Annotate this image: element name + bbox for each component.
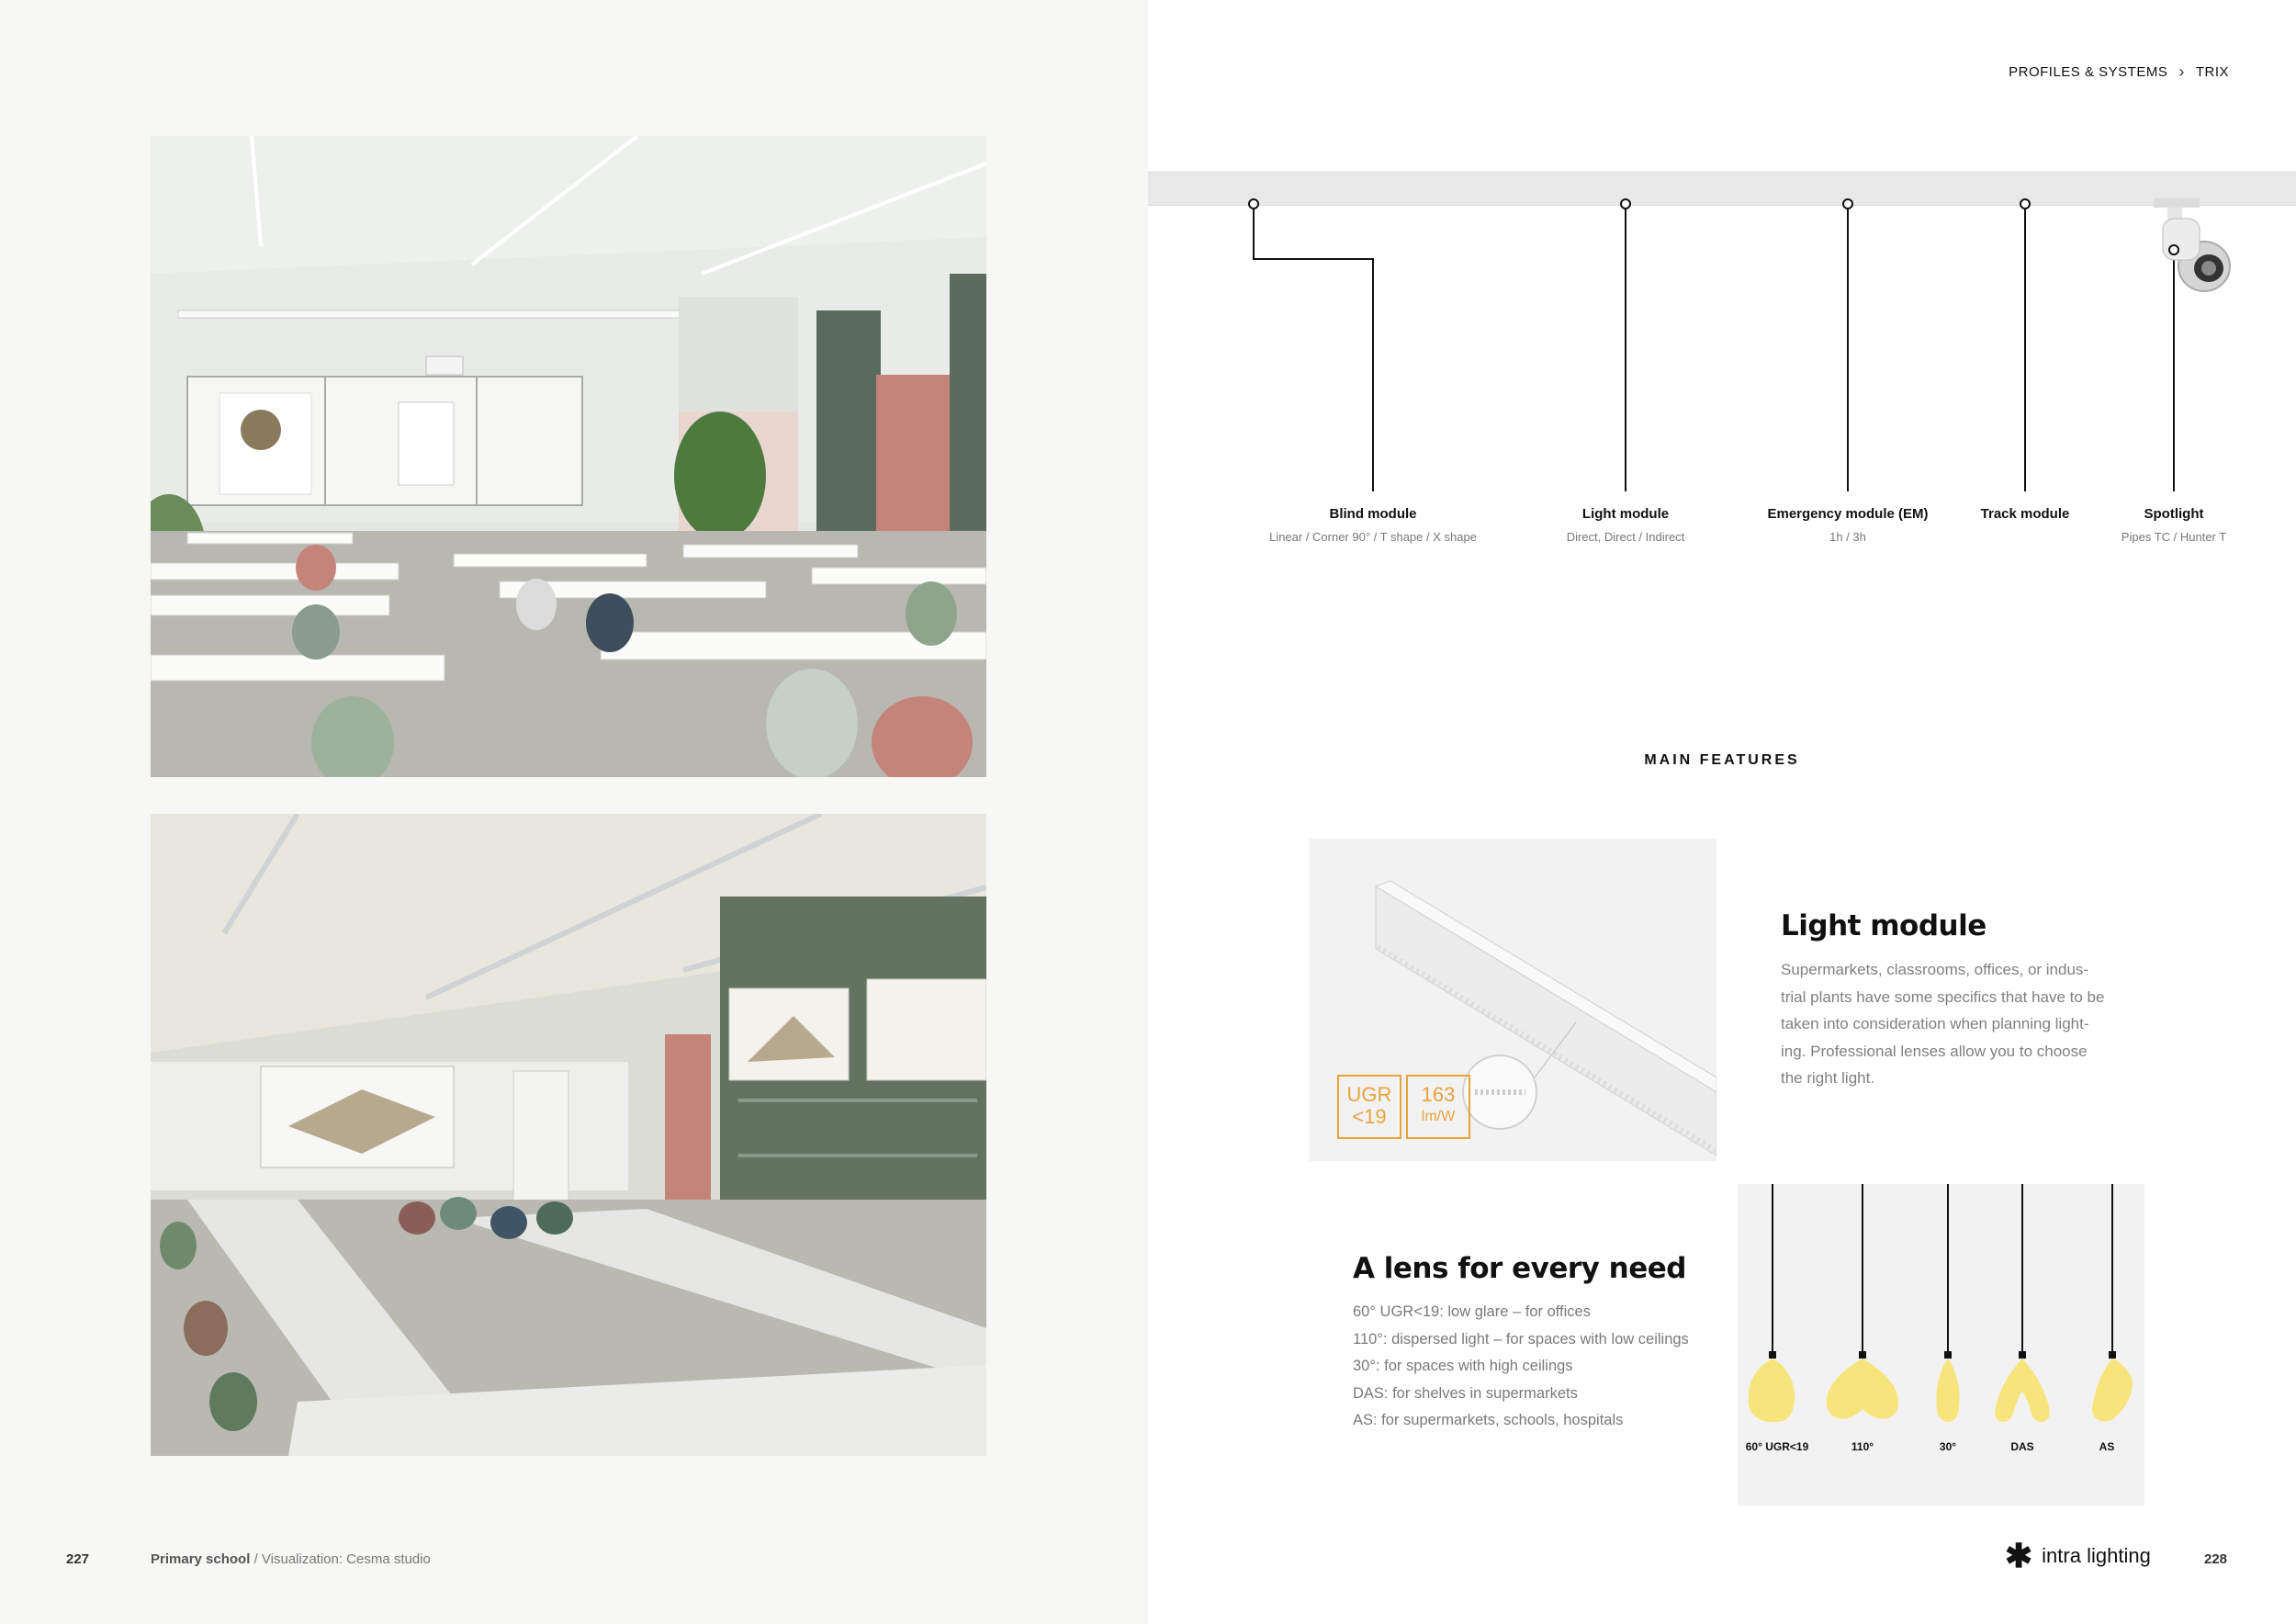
left-footer-caption (151, 1551, 431, 1567)
lens-pendants-illustration (1738, 1184, 2144, 1506)
lens-as-shape (2092, 1359, 2133, 1421)
light-module-title: Light module (1781, 909, 1986, 942)
main-features-heading: MAIN FEATURES (1644, 752, 1800, 768)
callout-line-blind (1254, 204, 1373, 491)
intra-lighting-logo[interactable] (2005, 1537, 2151, 1574)
light-module-body-line: ing. Professional lenses allow you to choose (1781, 1042, 2088, 1060)
ugr-badge-top: UGR (1346, 1083, 1392, 1106)
module-sub-spotlight: Pipes TC / Hunter T (2121, 530, 2227, 544)
lens-item: 60° UGR<19: low glare – for offices (1353, 1303, 1591, 1320)
module-label-blind: Blind module (1329, 506, 1417, 522)
breadcrumb-section[interactable]: PROFILES & SYSTEMS (2009, 64, 2168, 80)
efficacy-badge-top: 163 (1421, 1083, 1456, 1106)
asterisk-logo-icon: ✱ (2005, 1537, 2033, 1574)
module-label-light: Light module (1581, 506, 1670, 522)
caption-separator: / (253, 1551, 262, 1567)
lens-list (1353, 1299, 1689, 1435)
lens-label-60-ugr: 60° UGR<19 (1745, 1440, 1809, 1453)
module-label-spotlight: Spotlight (2144, 506, 2204, 522)
lens-item: DAS: for shelves in supermarkets (1353, 1384, 1578, 1402)
classroom-photo-top (151, 136, 986, 777)
chevron-right-icon: › (2178, 62, 2185, 81)
lens-label-110: 110° (1851, 1440, 1874, 1453)
lens-60-ugr-shape (1749, 1359, 1795, 1422)
lens-title: A lens for every need (1353, 1252, 1686, 1285)
lens-110-shape (1827, 1359, 1898, 1419)
breadcrumb (2009, 62, 2229, 82)
module-label-track: Track module (1980, 506, 2070, 522)
module-sub-emergency: 1h / 3h (1829, 530, 1866, 544)
module-sub-blind: Linear / Corner 90° / T shape / X shape (1269, 530, 1477, 544)
callout-dot-spotlight (2169, 245, 2178, 254)
module-label-emergency: Emergency module (EM) (1767, 506, 1929, 522)
lens-label-as: AS (2099, 1440, 2115, 1453)
callout-dot-blind (1249, 199, 1258, 209)
callout-dot-track (2020, 199, 2030, 209)
light-module-body (1781, 956, 2130, 1092)
caption-title: Primary school (151, 1551, 251, 1567)
module-sub-light: Direct, Direct / Indirect (1566, 530, 1685, 544)
light-module-body-line: trial plants have some specifics that have to be (1781, 987, 2105, 1006)
lens-label-das: DAS (2010, 1440, 2034, 1453)
classroom-photo-bottom (151, 814, 986, 1456)
lens-das-shape (1995, 1359, 2050, 1422)
caption-credit: Visualization: Cesma studio (261, 1551, 431, 1567)
lens-types-panel (1738, 1184, 2144, 1506)
callout-dot-emergency (1843, 199, 1852, 209)
breadcrumb-product[interactable]: TRIX (2195, 64, 2229, 80)
left-page-number: 227 (66, 1551, 90, 1567)
light-module-body-line: taken into consideration when planning light- (1781, 1015, 2089, 1032)
lens-label-30: 30° (1939, 1440, 1957, 1453)
efficacy-badge-bottom: lm/W (1421, 1109, 1456, 1124)
ugr-badge (1337, 1075, 1401, 1139)
module-callout-lines (1148, 129, 2296, 514)
callout-dot-light (1621, 199, 1630, 209)
light-module-body-line: the right light. (1781, 1069, 1875, 1087)
spotlight-illustration (2154, 198, 2230, 291)
efficacy-badge (1406, 1075, 1470, 1139)
lens-30-shape (1936, 1359, 1959, 1422)
lens-item: 30°: for spaces with high ceilings (1353, 1358, 1573, 1374)
right-page-number: 228 (2204, 1551, 2228, 1567)
logo-text: intra lighting (2042, 1544, 2151, 1567)
light-module-body-line: Supermarkets, classrooms, offices, or indus- (1781, 961, 2089, 978)
ugr-badge-bottom: <19 (1352, 1105, 1387, 1128)
lens-item: 110°: dispersed light – for spaces with low ceilings (1353, 1330, 1689, 1348)
lens-item: AS: for supermarkets, schools, hospitals (1353, 1412, 1624, 1428)
